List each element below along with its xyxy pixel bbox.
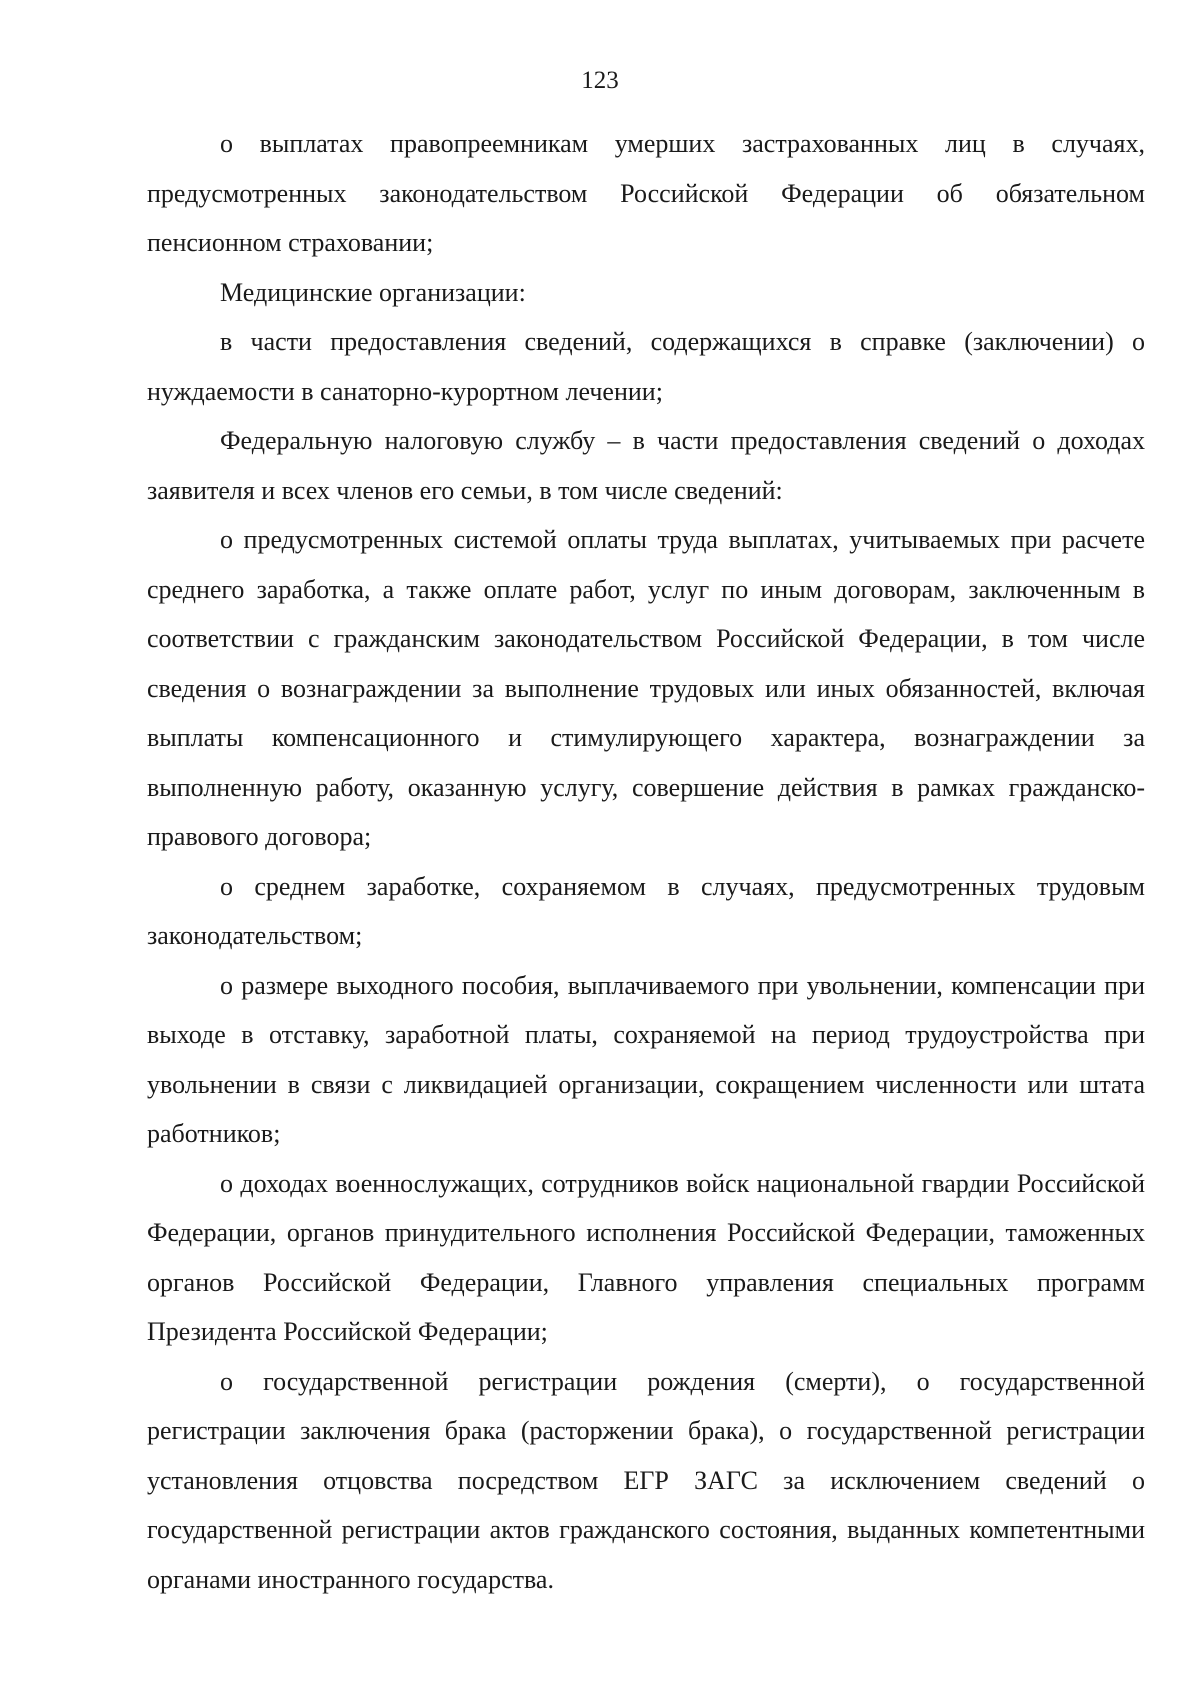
paragraph-military-income: о доходах военнослужащих, сотрудников войск национальной гвардии Российской Федерации, органов принудительного исполнения Российской Федерации, таможенных органов Российской Федерации, Главного управления специальных программ Президента Российской Федерации; [147,1168,1145,1346]
paragraph-average-earnings: о среднем заработке, сохраняемом в случаях, предусмотренных трудовым законодательством; [147,871,1145,950]
paragraph-federal-tax-service: Федеральную налоговую службу – в части предоставления сведений о доходах заявителя и всех членов его семьи, в том числе сведений: [147,426,1145,505]
document-body [147,119,1145,1604]
paragraph-severance-pay: о размере выходного пособия, выплачиваемого при увольнении, компенсации при выходе в отставку, заработной платы, сохраняемой на период трудоустройства при увольнении в связи с ликвидацией организации, сокращением численности или штата работников; [147,970,1145,1148]
paragraph-medical-organizations-heading: Медицинские организации: [220,277,526,307]
paragraph-payroll-payments: о предусмотренных системой оплаты труда выплатах, учитываемых при расчете среднего заработка, а также оплате работ, услуг по иным договорам, заключенным в соответствии с гражданским законодательством Российской Федерации, в том числе сведения о вознаграждении за выполнение трудовых или иных обязанностей, включая выплаты компенсационного и стимулирующего характера, вознаграждении за выполненную работу, оказанную услугу, совершение действия в рамках гражданско-правового договора; [147,525,1145,851]
paragraph-sanatorium-treatment: в части предоставления сведений, содержащихся в справке (заключении) о нуждаемости в санаторно-курортном лечении; [147,327,1145,406]
paragraph-civil-registration: о государственной регистрации рождения (смерти), о государственной регистрации заключения брака (расторжении брака), о государственной регистрации установления отцовства посредством ЕГР ЗАГС за исключением сведений о государственной регистрации актов гражданского состояния, выданных компетентными органами иностранного государства. [147,1366,1145,1594]
page-number: 123 [581,67,619,94]
paragraph-payments-to-successors: о выплатах правопреемникам умерших застрахованных лиц в случаях, предусмотренных законодательством Российской Федерации об обязательном пенсионном страховании; [147,129,1145,257]
